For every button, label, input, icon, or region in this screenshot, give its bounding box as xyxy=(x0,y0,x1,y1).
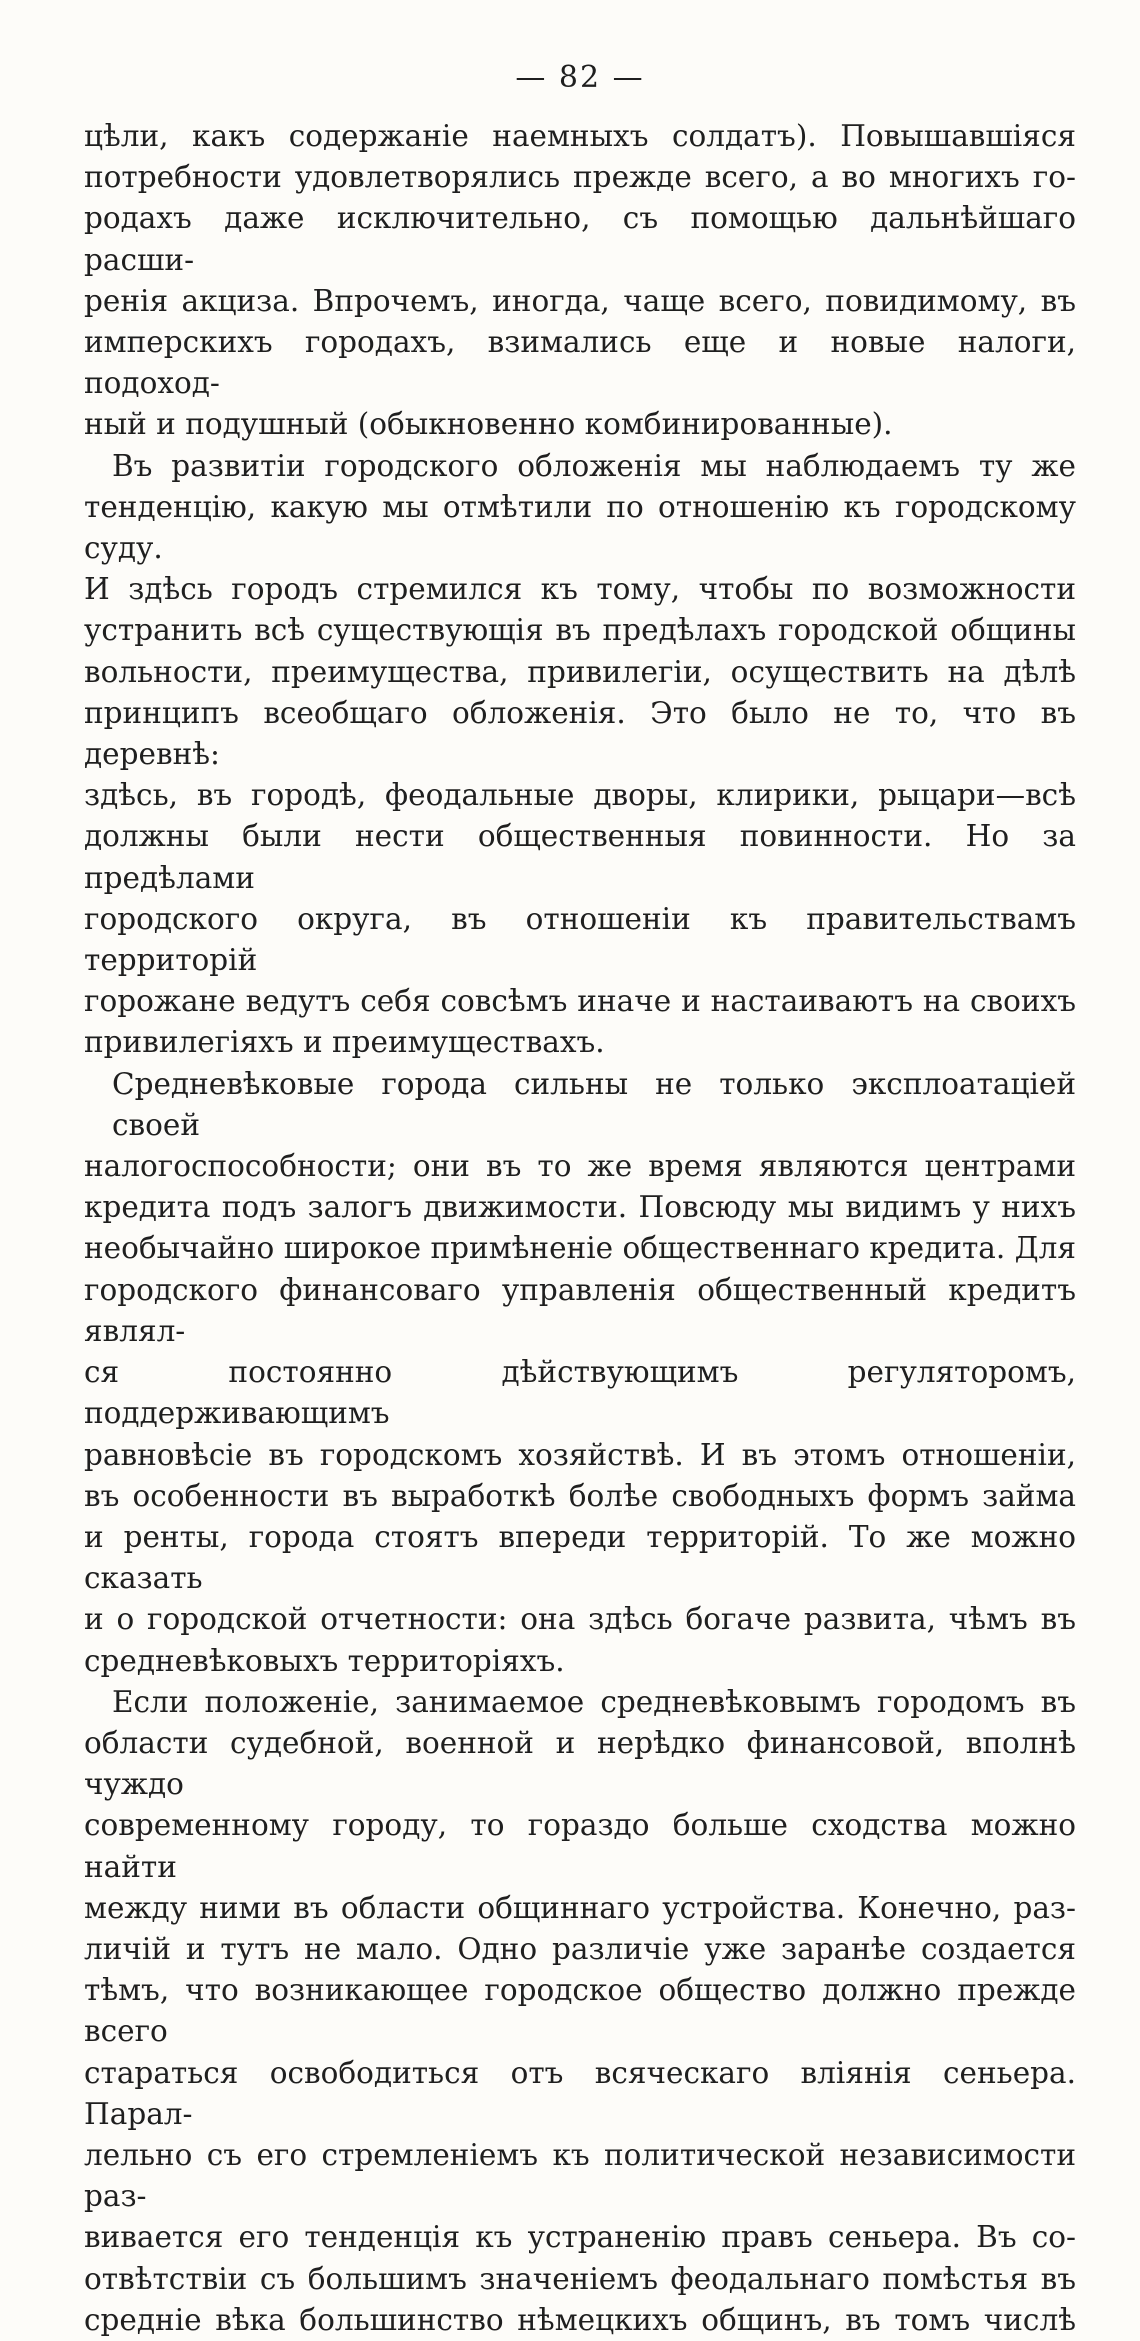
text-line: стараться освободиться отъ всяческаго вліянія сеньера. Парал- xyxy=(84,2055,1076,2131)
text-line: Если положеніе, занимаемое средневѣковымъ городомъ въ xyxy=(112,1684,1076,1719)
text-line: кредита подъ залогъ движимости. Повсюду мы видимъ у нихъ xyxy=(84,1190,1076,1225)
text-line: тенденцію, какую мы отмѣтили по отношенію къ городскому суду. xyxy=(84,489,1076,566)
paragraph-2 xyxy=(84,446,1076,1064)
text-line: городского округа, въ отношеніи къ правительствамъ территорій xyxy=(84,901,1076,978)
text-line: потребности удовлетворялись прежде всего, а во многихъ го- xyxy=(84,160,1076,195)
paragraph-1 xyxy=(84,116,1076,446)
page-number: — 82 — xyxy=(515,60,645,95)
text-line: и о городской отчетности: она здѣсь богаче развита, чѣмъ въ xyxy=(84,1602,1076,1637)
text-line: имперскихъ городахъ, взимались еще и новые налоги, подоход- xyxy=(84,325,1076,401)
text-line: равновѣсіе въ городскомъ хозяйствѣ. И въ этомъ отношеніи, xyxy=(84,1437,1076,1472)
text-line: городского финансоваго управленія общественный кредитъ являл- xyxy=(84,1272,1076,1348)
text-line: области судебной, военной и нерѣдко финансовой, вполнѣ чуждо xyxy=(84,1725,1076,1802)
text-line: современному городу, то гораздо больше сходства можно найти xyxy=(84,1808,1076,1884)
text-line: горожане ведутъ себя совсѣмъ иначе и настаиваютъ на своихъ xyxy=(84,984,1076,1019)
text-line: привилегіяхъ и преимуществахъ. xyxy=(84,1025,605,1060)
text-line: отвѣтствіи съ большимъ значеніемъ феодальнаго помѣстья въ xyxy=(84,2261,1076,2296)
text-line: Въ развитіи городского обложенія мы наблюдаемъ ту же xyxy=(112,448,1076,483)
text-line: въ особенности въ выработкѣ болѣе свободныхъ формъ займа xyxy=(84,1478,1076,1513)
text-line: между ними въ области общиннаго устройства. Конечно, раз- xyxy=(84,1890,1076,1925)
text-line: лельно съ его стремленіемъ къ политической независимости раз- xyxy=(84,2137,1076,2214)
text-line: устранить всѣ существующія въ предѣлахъ городской общины xyxy=(84,613,1076,648)
text-line: вольности, преимущества, привилегіи, осуществить на дѣлѣ xyxy=(84,654,1076,689)
text-body xyxy=(84,116,1076,2341)
text-line: ренія акциза. Впрочемъ, иногда, чаще всего, повидимому, въ xyxy=(84,283,1076,318)
text-line: налогоспособности; они въ то же время являются центрами xyxy=(84,1149,1076,1184)
text-line: вивается его тенденція къ устраненію правъ сеньера. Въ со- xyxy=(84,2220,1076,2255)
text-line: тѣмъ, что возникающее городское общество должно прежде всего xyxy=(84,1973,1076,2049)
text-line: средневѣковыхъ территоріяхъ. xyxy=(84,1643,565,1678)
text-line: необычайно широкое примѣненіе общественнаго кредита. Для xyxy=(84,1231,1076,1266)
text-line: и ренты, города стоятъ впереди территорій. То же можно сказать xyxy=(84,1519,1076,1596)
text-line: принципъ всеобщаго обложенія. Это было не то, что въ деревнѣ: xyxy=(84,695,1076,772)
text-line: ся постоянно дѣйствующимъ регуляторомъ, поддерживающимъ xyxy=(84,1355,1076,1431)
text-line: родахъ даже исключительно, съ помощью дальнѣйшаго расши- xyxy=(84,201,1076,277)
text-line: здѣсь, въ городѣ, феодальные дворы, клирики, рыцари—всѣ xyxy=(84,778,1076,813)
text-line: Средневѣковые города сильны не только эксплоатаціей своей xyxy=(112,1066,1076,1142)
text-line: И здѣсь городъ стремился къ тому, чтобы по возможности xyxy=(84,572,1076,607)
text-line: цѣли, какъ содержаніе наемныхъ солдатъ). Повышавшіяся xyxy=(84,119,1076,153)
text-line: личій и тутъ не мало. Одно различіе уже заранѣе создается xyxy=(84,1931,1076,1966)
paragraph-4 xyxy=(84,1682,1076,2341)
text-line: ный и подушный (обыкновенно комбинированные). xyxy=(84,407,893,442)
text-line: средніе вѣка большинство нѣмецкихъ общинъ, въ томъ числѣ xyxy=(84,2302,1076,2337)
paragraph-3 xyxy=(84,1064,1076,1682)
text-line: должны были нести общественныя повинности. Но за предѣлами xyxy=(84,819,1076,895)
